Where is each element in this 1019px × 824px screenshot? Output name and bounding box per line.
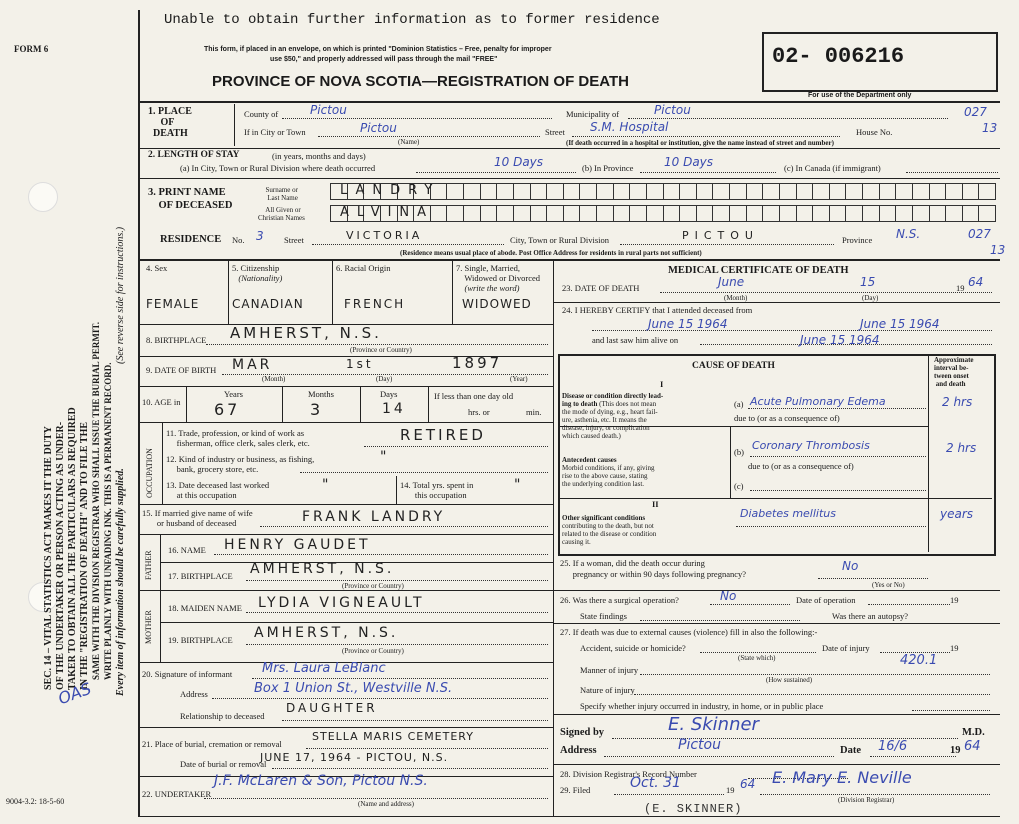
informant-value: Mrs. Laura LeBlanc	[262, 661, 386, 676]
birthplace-hint: (Province or Country)	[350, 346, 412, 354]
municipality-label: Municipality of	[566, 109, 620, 119]
date-of-injury-label: Date of injury	[822, 643, 870, 653]
mailing-note-2: use $50," and properly addressed will pass through the mail "FREE"	[270, 56, 498, 63]
signed-by-value: E. Skinner	[668, 714, 759, 735]
dept-code-1: 027	[964, 105, 987, 119]
length-of-stay-label: 2. LENGTH OF STAY	[148, 150, 240, 160]
how-sustained-hint: (How sustained)	[766, 676, 813, 684]
last-saw-label: and last saw him alive on	[592, 335, 679, 345]
mailing-note-1: This form, if placed in an envelope, on which is printed "Dominion Statistics – Free, penalty for improper	[204, 46, 552, 53]
undertaker-hint: (Name and address)	[358, 800, 414, 808]
dob-day-hint: (Day)	[376, 375, 393, 383]
stay-a-value: 10 Days	[494, 155, 544, 169]
form-title: PROVINCE OF NOVA SCOTIA—REGISTRATION OF DEATH	[212, 73, 629, 90]
age-label: 10. AGE in	[142, 397, 181, 407]
hrs-label: hrs. or	[468, 407, 490, 417]
margin-annotation: OAS	[55, 678, 94, 709]
age-days-label: Days	[380, 389, 398, 399]
father-name-label: 16. NAME	[168, 545, 206, 555]
residence-province-label: Province	[842, 235, 873, 245]
occupation-side-label: OCCUPATION	[145, 448, 154, 498]
county-value: Pictou	[310, 103, 347, 117]
birthplace-label: 8. BIRTHPLACE	[146, 335, 207, 345]
dod-month-value: June	[718, 275, 745, 289]
occ-11-label: 11. Trade, profession, or kind of work as fisherman, office clerk, sales clerk, etc.	[166, 428, 310, 448]
surname-label: Surname or Last Name	[265, 186, 298, 202]
dob-month-value: MAR	[232, 357, 273, 373]
city-name-hint: (Name)	[398, 138, 420, 146]
med-date-century: 19	[950, 745, 961, 756]
occ-12-value: "	[380, 449, 390, 465]
age-years-label: Years	[224, 389, 243, 399]
date-of-operation-century: 19	[950, 595, 959, 605]
mother-name-value: LYDIA VIGNEAULT	[258, 595, 425, 611]
hospital-hint: (If death occurred in a hospital or institution, give the name instead of street and number)	[566, 139, 834, 147]
cause-b-due-to: due to (or as a consequence of)	[748, 461, 854, 471]
racial-value: FRENCH	[344, 297, 406, 311]
q27-label: 27. If death was due to external causes (violence) fill in also the following:-	[560, 627, 818, 637]
informant-label: 20. Signature of informant	[142, 669, 233, 679]
other-interval: years	[940, 507, 974, 521]
side-instructions-3: TAKER TO OBTAIN ALL THE PARTICULARS AS REQUIRED	[67, 407, 78, 690]
occ-13-value: "	[322, 477, 332, 493]
age-days-value: 14	[382, 401, 406, 417]
spouse-label: 15. If married give name of wife or husband of deceased	[142, 508, 253, 528]
antecedent-label: Antecedent causes Morbid conditions, if any, giving rise to the above cause, stating the underlying condition last.	[562, 456, 655, 488]
undertaker-label: 22. UNDERTAKER	[142, 789, 212, 799]
dod-day-value: 15	[860, 275, 876, 289]
side-instructions-8: (See reverse side for instructions.)	[115, 226, 126, 364]
residence-city-label: City, Town or Rural Division	[510, 235, 610, 245]
father-side-label: FATHER	[144, 550, 153, 580]
surname-value: LANDRY	[340, 183, 441, 198]
cause-a-due-to: due to (or as a consequence of)	[734, 413, 840, 423]
mother-name-label: 18. MAIDEN NAME	[168, 603, 242, 613]
medical-certificate-title: MEDICAL CERTIFICATE OF DEATH	[668, 265, 849, 276]
stay-b-label: (b) In Province	[582, 163, 634, 173]
father-birthplace-hint: (Province or Country)	[342, 582, 404, 590]
cause-b-interval: 2 hrs	[946, 441, 977, 455]
residence-code-1: 027	[968, 227, 991, 241]
dob-day-value: 1st	[346, 357, 374, 371]
dob-year-value: 1897	[452, 354, 503, 372]
med-date-value: 16/6	[878, 739, 908, 754]
physician-stamp: (E. SKINNER)	[644, 802, 743, 816]
mother-birthplace-hint: (Province or Country)	[342, 647, 404, 655]
manner-code: 420.1	[900, 653, 938, 668]
punch-hole-top	[28, 182, 58, 212]
age-months-label: Months	[308, 389, 334, 399]
footer-code: 9004-3.2: 18-5-60	[6, 797, 65, 806]
dept-use-note: For use of the Department only	[808, 92, 912, 99]
place-of-death-label: 1. PLACE OF DEATH	[148, 106, 192, 139]
min-label: min.	[526, 407, 542, 417]
top-typed-note: Unable to obtain further information as to former residence	[164, 12, 660, 28]
q26-value: No	[720, 589, 737, 603]
dept-code-2: 13	[982, 121, 998, 135]
residence-label: RESIDENCE	[160, 234, 222, 245]
q29-label: 29. Filed	[560, 785, 591, 795]
sex-label: 4. Sex	[146, 263, 168, 273]
dod-year-value: 64	[968, 275, 984, 289]
occ-12-label: 12. Kind of industry or business, as fishing, bank, grocery store, etc.	[166, 454, 315, 474]
attend-from-value: June 15 1964	[648, 317, 728, 331]
residence-no-value: 3	[256, 229, 264, 243]
cause-a-marker: (a)	[734, 399, 744, 409]
q25-hint: (Yes or No)	[872, 581, 905, 589]
q25-label: 25. If a woman, did the death occur during pregnancy or within 90 days following pregnancy?	[560, 558, 747, 579]
filed-year-value: 64	[740, 777, 756, 791]
registrar-hint: (Division Registrar)	[838, 796, 895, 804]
other-value: Diabetes mellitus	[740, 507, 836, 520]
stay-c-label: (c) In Canada (if immigrant)	[784, 163, 881, 173]
cause-a-interval: 2 hrs	[942, 395, 973, 409]
cause-c-marker: (c)	[734, 481, 744, 491]
med-date-label: Date	[840, 745, 861, 756]
dod-day-hint: (Day)	[862, 294, 879, 302]
racial-label: 6. Racial Origin	[336, 263, 391, 273]
med-year-value: 64	[964, 739, 981, 754]
mother-birthplace-value: AMHERST, N.S.	[254, 625, 399, 641]
residence-province-value: N.S.	[896, 227, 921, 241]
father-name-value: HENRY GAUDET	[224, 537, 371, 553]
occ-13-label: 13. Date deceased last worked at this occupation	[166, 480, 270, 500]
manner-label: Manner of injury	[580, 665, 639, 675]
registration-number-box	[762, 32, 998, 92]
father-birthplace-label: 17. BIRTHPLACE	[168, 571, 233, 581]
occ-14-value: "	[514, 477, 524, 493]
undertaker-value: J.F. McLaren & Son, Pictou N.S.	[214, 773, 428, 789]
cause-a-value: Acute Pulmonary Edema	[750, 395, 886, 408]
interval-label: Approximate interval be- tween onset and death	[934, 356, 974, 388]
dob-month-hint: (Month)	[262, 375, 286, 383]
side-instructions-2: OF THE UNDERTAKER OR PERSON ACTING AS UNDER-	[55, 421, 66, 690]
side-instructions-5: SAME WITH THE DIVISION REGISTRAR WHO SHALL ISSUE THE BURIAL PERMIT.	[91, 321, 101, 680]
nature-label: Nature of injury	[580, 685, 635, 695]
citizenship-value: CANADIAN	[232, 297, 304, 311]
given-value: ALVINA	[340, 205, 435, 220]
roman-two: II	[652, 499, 659, 509]
residence-street-value: VICTORIA	[346, 229, 423, 242]
age-months-value: 3	[310, 400, 324, 419]
length-hint: (in years, months and days)	[272, 151, 366, 161]
signed-by-label: Signed by	[560, 727, 605, 738]
given-label: All Given or Christian Names	[258, 206, 305, 222]
city-label: If in City or Town	[244, 127, 306, 137]
street-label: Street	[545, 127, 565, 137]
disease-label: Disease or condition directly lead- ing to death (This does not mean the mode of dying, e.g., heart fail- ure, asthenia, etc. It means the disease, injury, or complication which caused death.)	[562, 392, 664, 440]
other-label: Other significant conditions contributing to the death, but not related to the disease or condition causing it.	[562, 514, 657, 546]
sex-value: FEMALE	[146, 297, 200, 311]
cause-of-death-title: CAUSE OF DEATH	[692, 361, 775, 371]
occ-14-label: 14. Total yrs. spent in this occupation	[400, 480, 474, 500]
municipality-value: Pictou	[654, 103, 691, 117]
relationship-label: Relationship to deceased	[180, 711, 265, 721]
specify-label: Specify whether injury occurred in industry, in home, or in public place	[580, 701, 824, 711]
registration-number: 02- 006216	[772, 44, 905, 69]
dob-year-hint: (Year)	[510, 375, 528, 383]
age-years-value: 67	[214, 400, 241, 419]
cause-b-marker: (b)	[734, 447, 744, 457]
accident-label: Accident, suicide or homicide?	[580, 643, 686, 653]
med-address-value: Pictou	[678, 737, 721, 753]
less-day-label: If less than one day old	[434, 391, 514, 401]
residence-note: (Residence means usual place of abode. Post Office Address for residents in rural parts not sufficient)	[400, 249, 702, 257]
residence-code-2: 13	[990, 243, 1006, 257]
burial-date-value: JUNE 17, 1964 - PICTOU, N.S.	[260, 751, 449, 764]
side-instructions-6: WRITE PLAINLY WITH UNFADING INK. THIS IS A PERMANENT RECORD.	[103, 362, 113, 680]
dod-century: 19	[956, 283, 965, 293]
informant-address-label: Address	[180, 689, 208, 699]
state-which-hint: (State which)	[738, 654, 776, 662]
burial-date-label: Date of burial or removal	[180, 759, 267, 769]
occ-11-value: RETIRED	[400, 426, 486, 444]
father-birthplace-value: AMHERST, N.S.	[250, 561, 395, 577]
dob-label: 9. DATE OF BIRTH	[146, 365, 217, 375]
cause-b-value: Coronary Thrombosis	[752, 439, 870, 452]
stay-a-label: (a) In City, Town or Rural Division where death occurred	[180, 163, 376, 173]
md-label: M.D.	[962, 727, 985, 738]
residence-no-label: No.	[232, 235, 245, 245]
side-instructions-4: IN THE "REGISTRATION OF DEATH" AND TO FILE THE	[79, 421, 90, 690]
attend-to-value: June 15 1964	[860, 317, 940, 331]
citizenship-label: 5. Citizenship (Nationality)	[232, 263, 283, 283]
city-value: Pictou	[360, 121, 397, 135]
form-number: FORM 6	[14, 44, 49, 54]
autopsy-label: Was there an autopsy?	[832, 611, 909, 621]
street-value: S.M. Hospital	[590, 120, 669, 134]
last-seen-value: June 15 1964	[800, 333, 880, 347]
informant-address-value: Box 1 Union St., Westville N.S.	[254, 681, 453, 696]
q25-value: No	[842, 559, 859, 573]
filed-value: Oct. 31	[630, 775, 681, 791]
q28-label: 28. Division Registrar's Record Number	[560, 769, 697, 779]
dod-month-hint: (Month)	[724, 294, 748, 302]
q26-label: 26. Was there a surgical operation?	[560, 595, 679, 605]
state-findings-label: State findings	[580, 611, 627, 621]
stay-b-value: 10 Days	[664, 155, 714, 169]
certify-label: 24. I HEREBY CERTIFY that I attended deceased from	[562, 305, 753, 315]
side-instructions-1: SEC. 14 – VITAL STATISTICS ACT MAKES IT THE DUTY	[43, 426, 54, 690]
med-address-label: Address	[560, 745, 597, 756]
side-instructions-7: Every item of information should be carefully supplied.	[115, 468, 126, 696]
registrar-signature: E. Mary E. Neville	[772, 768, 912, 787]
date-of-operation-label: Date of operation	[796, 595, 856, 605]
relationship-value: DAUGHTER	[286, 701, 378, 715]
spouse-value: FRANK LANDRY	[302, 509, 446, 525]
residence-city-value: PICTOU	[682, 229, 759, 242]
burial-label: 21. Place of burial, cremation or removal	[142, 739, 282, 749]
marital-label: 7. Single, Married, Widowed or Divorced (write the word)	[456, 263, 541, 293]
dod-label: 23. DATE OF DEATH	[562, 283, 640, 293]
burial-value: STELLA MARIS CEMETERY	[312, 730, 474, 743]
house-no-label: House No.	[856, 127, 893, 137]
residence-street-label: Street	[284, 235, 304, 245]
birthplace-value: AMHERST, N.S.	[230, 324, 382, 342]
print-name-label: 3. PRINT NAME OF DECEASED	[148, 187, 233, 211]
marital-value: WIDOWED	[462, 297, 532, 311]
roman-one: I	[660, 379, 664, 389]
date-of-injury-century: 19	[950, 643, 959, 653]
filed-century: 19	[726, 785, 735, 795]
mother-side-label: MOTHER	[144, 610, 153, 644]
mother-birthplace-label: 19. BIRTHPLACE	[168, 635, 233, 645]
county-label: County of	[244, 109, 279, 119]
